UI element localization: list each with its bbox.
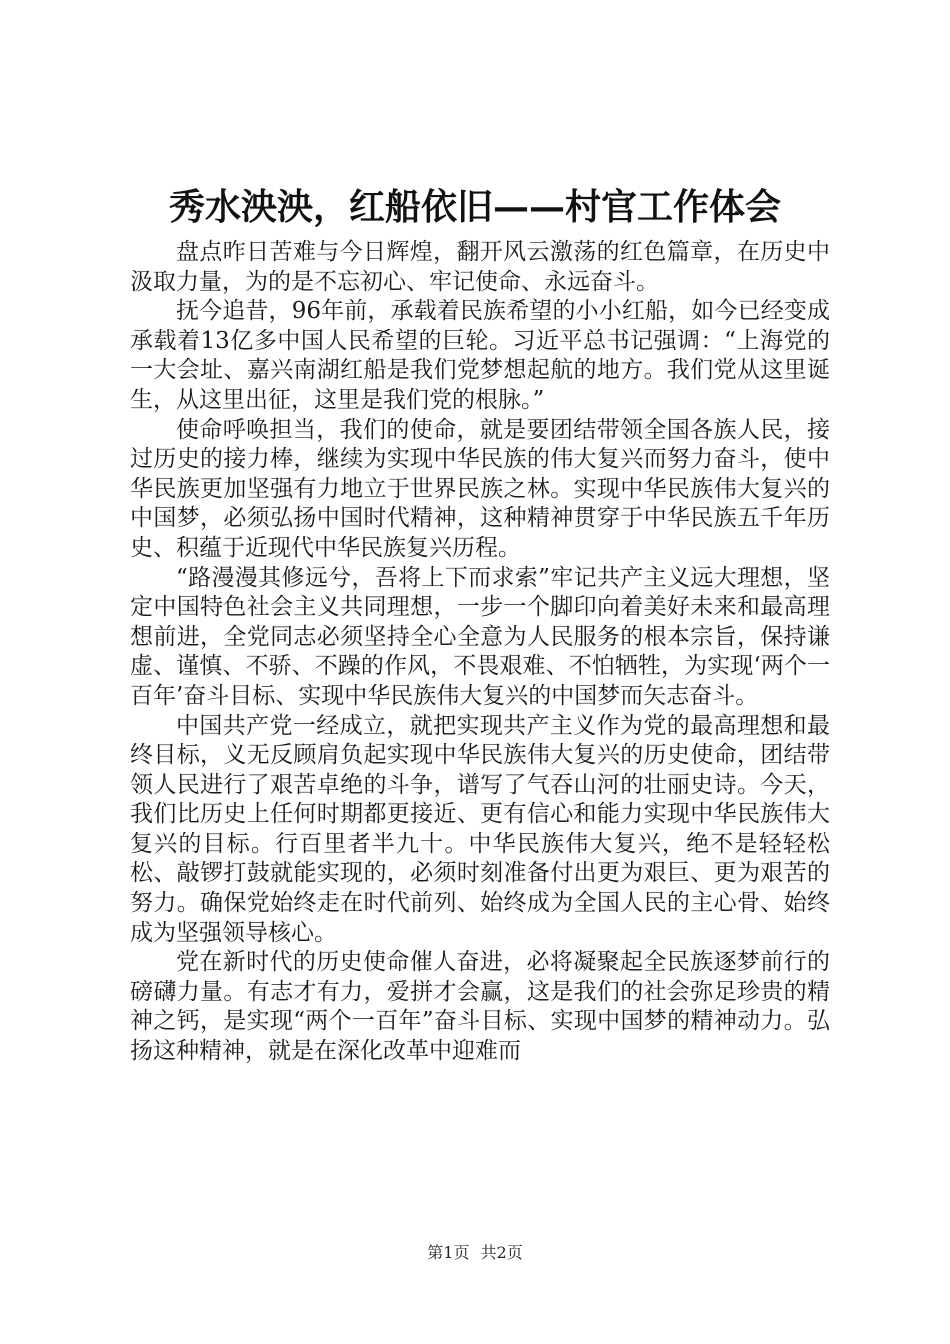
paragraph: 中国共产党一经成立，就把实现共产主义作为党的最高理想和最终目标，义无反顾肩负起实现中华民族伟大复兴的历史使命，团结带领人民进行了艰苦卓绝的斗争，谱写了气吞山河的壮丽史诗。今天，我们比历史上任何时期都更接近、更有信心和能力实现中华民族伟大复兴的目标。行百里者半九十。中华民族伟大复兴，绝不是轻轻松松、敲锣打鼓就能实现的，必须时刻准备付出更为艰巨、更为艰苦的努力。确保党始终走在时代前列、始终成为全国人民的主心骨、始终成为坚强领导核心。 (130, 712, 830, 946)
paragraph: 使命呼唤担当，我们的使命，就是要团结带领全国各族人民，接过历史的接力棒，继续为实现中华民族的伟大复兴而努力奋斗，使中华民族更加坚强有力地立于世界民族之林。实现中华民族伟大复兴的中国梦，必须弘扬中国时代精神，这种精神贯穿于中华民族五千年历史、积蕴于近现代中华民族复兴历程。 (130, 416, 830, 561)
paragraph: 盘点昨日苦难与今日辉煌，翻开风云激荡的红色篇章，在历史中汲取力量，为的是不忘初心、牢记使命、永远奋斗。 (130, 239, 830, 295)
document-title: 秀水泱泱，红船依旧——村官工作体会 (168, 186, 781, 228)
paragraph: 抚今追昔，96年前，承载着民族希望的小小红船，如今已经变成承载着13亿多中国人民希望的巨轮。习近平总书记强调：“上海党的一大会址、嘉兴南湖红船是我们党梦想起航的地方。我们党从这里诞生，从这里出征，这里是我们党的根脉。” (130, 298, 830, 413)
page-number-total: 共2页 (480, 1243, 523, 1262)
page-number-current: 第1页 (427, 1243, 470, 1262)
paragraph: 党在新时代的历史使命催人奋进，必将凝聚起全民族逐梦前行的磅礴力量。有志才有力，爱拼才会赢，这是我们的社会弥足珍贵的精神之钙，是实现“两个一百年”奋斗目标、实现中国梦的精神动力。弘扬这种精神，就是在深化改革中迎难而 (130, 949, 830, 1065)
document-body (130, 238, 830, 1067)
paragraph: “路漫漫其修远兮，吾将上下而求索”牢记共产主义远大理想，坚定中国特色社会主义共同理想，一步一个脚印向着美好未来和最高理想前进，全党同志必须坚持全心全意为人民服务的根本宗旨，保持谦虚、谨慎、不骄、不躁的作风，不畏艰难、不怕牺牲，为实现‘两个一百年’奋斗目标、实现中华民族伟大复兴的中国梦而矢志奋斗。 (130, 564, 830, 709)
page-footer (0, 1243, 950, 1263)
